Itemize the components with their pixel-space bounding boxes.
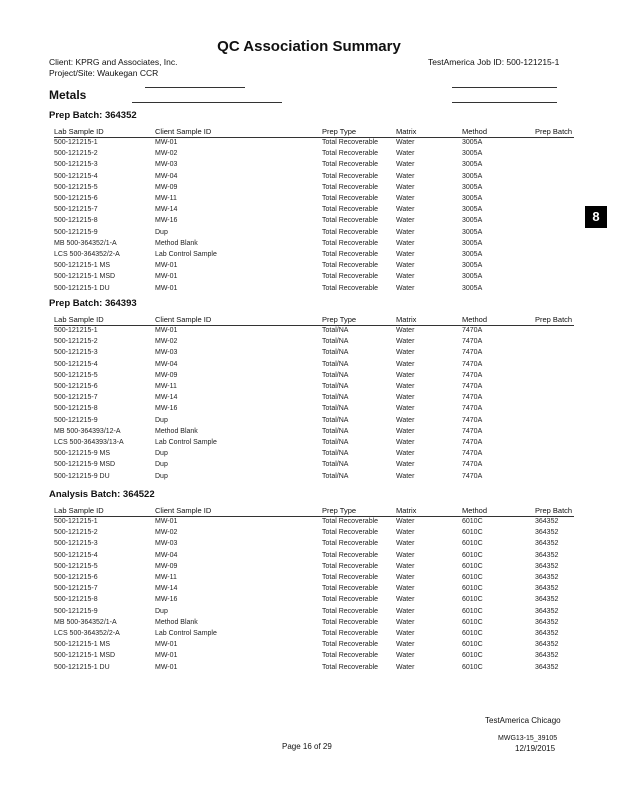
cell-method: 3005A: [462, 139, 483, 146]
cell-prep-type: Total Recoverable: [322, 262, 379, 270]
cell-lab-sample-id: 500-121215-1 MSD: [54, 652, 116, 660]
cell-client-sample-id: MW-01: [155, 518, 178, 525]
cell-lab-sample-id: 500-121215-1 MS: [54, 641, 111, 649]
cell-method: 7470A: [462, 338, 483, 346]
cell-matrix: Water: [396, 273, 415, 281]
cell-matrix: Water: [396, 327, 415, 334]
cell-method: 6010C: [462, 529, 483, 537]
cell-prep-type: Total Recoverable: [322, 217, 379, 225]
cell-client-sample-id: MW-11: [155, 574, 177, 581]
cell-prep-type: Total Recoverable: [322, 273, 379, 281]
cell-prep-type: Total/NA: [322, 427, 349, 435]
cell-prep-type: Total/NA: [322, 450, 349, 458]
divider-line: [452, 87, 557, 88]
cell-method: 7470A: [462, 405, 483, 413]
cell-client-sample-id: MW-01: [155, 641, 178, 649]
page-number: Page 16 of 29: [282, 742, 332, 751]
cell-lab-sample-id: 500-121215-1 MSD: [54, 273, 116, 281]
cell-prep-batch: 364352: [535, 630, 559, 637]
cell-client-sample-id: Lab Control Sample: [155, 439, 217, 446]
column-header-prep-batch: Prep Batch: [535, 506, 573, 515]
cell-prep-type: Total/NA: [322, 327, 349, 334]
cell-prep-batch: 364352: [535, 562, 559, 570]
cell-method: 7470A: [462, 360, 483, 368]
cell-client-sample-id: MW-03: [155, 540, 178, 548]
cell-matrix: Water: [396, 551, 415, 559]
cell-matrix: Water: [396, 383, 415, 390]
column-header-matrix: Matrix: [396, 315, 417, 324]
column-header-lab-sample-id: Lab Sample ID: [54, 506, 104, 515]
cell-lab-sample-id: 500-121215-2: [54, 338, 98, 346]
cell-matrix: Water: [396, 251, 415, 258]
cell-client-sample-id: MW-16: [155, 405, 178, 413]
cell-lab-sample-id: 500-121215-7: [54, 394, 98, 402]
cell-matrix: Water: [396, 172, 415, 180]
cell-matrix: Water: [396, 195, 415, 202]
cell-matrix: Water: [396, 641, 415, 649]
column-header-lab-sample-id: Lab Sample ID: [54, 127, 104, 136]
cell-prep-batch: 364352: [535, 607, 559, 615]
cell-client-sample-id: MW-02: [155, 338, 178, 346]
cell-matrix: Water: [396, 349, 415, 357]
cell-prep-batch: 364352: [535, 585, 559, 593]
report-date: 12/19/2015: [515, 744, 556, 753]
cell-prep-type: Total/NA: [322, 461, 349, 469]
cell-prep-type: Total Recoverable: [322, 618, 379, 626]
column-header-method: Method: [462, 506, 488, 515]
cell-method: 7470A: [462, 394, 483, 402]
cell-method: 3005A: [462, 217, 483, 225]
cell-lab-sample-id: 500-121215-8: [54, 405, 98, 413]
cell-method: 6010C: [462, 585, 483, 593]
cell-client-sample-id: MW-14: [155, 585, 178, 593]
cell-method: 7470A: [462, 450, 483, 458]
cell-client-sample-id: Lab Control Sample: [155, 251, 217, 258]
cell-lab-sample-id: 500-121215-1 DU: [54, 663, 110, 671]
cell-matrix: Water: [396, 284, 415, 292]
cell-prep-type: Total Recoverable: [322, 239, 379, 247]
column-header-matrix: Matrix: [396, 127, 417, 136]
cell-method: 3005A: [462, 239, 483, 247]
cell-matrix: Water: [396, 439, 415, 446]
divider-line: [452, 102, 557, 103]
cell-matrix: Water: [396, 562, 415, 570]
cell-client-sample-id: MW-01: [155, 139, 178, 146]
cell-prep-batch: 364352: [535, 652, 559, 660]
cell-matrix: Water: [396, 663, 415, 671]
cell-method: 3005A: [462, 150, 483, 158]
cell-lab-sample-id: 500-121215-1: [54, 139, 98, 146]
cell-lab-sample-id: 500-121215-9 MSD: [54, 461, 116, 469]
cell-matrix: Water: [396, 217, 415, 225]
job-id: TestAmerica Job ID: 500-121215-1: [428, 57, 560, 67]
cell-client-sample-id: Dup: [155, 450, 168, 458]
cell-prep-batch: 364352: [535, 518, 559, 525]
cell-client-sample-id: MW-01: [155, 663, 178, 671]
cell-prep-type: Total Recoverable: [322, 540, 379, 548]
cell-lab-sample-id: 500-121215-8: [54, 217, 98, 225]
cell-matrix: Water: [396, 262, 415, 270]
cell-method: 6010C: [462, 574, 483, 581]
cell-prep-type: Total/NA: [322, 416, 349, 424]
cell-lab-sample-id: 500-121215-1 MS: [54, 262, 111, 270]
cell-method: 7470A: [462, 427, 483, 435]
cell-lab-sample-id: MB 500-364352/1-A: [54, 618, 117, 626]
batch-title: Analysis Batch: 364522: [49, 489, 155, 500]
cell-client-sample-id: MW-01: [155, 327, 178, 334]
cell-prep-type: Total/NA: [322, 383, 349, 390]
cell-prep-type: Total Recoverable: [322, 607, 379, 615]
column-header-method: Method: [462, 315, 488, 324]
cell-client-sample-id: MW-14: [155, 394, 178, 402]
cell-client-sample-id: Dup: [155, 416, 168, 424]
cell-method: 3005A: [462, 262, 483, 270]
cell-matrix: Water: [396, 607, 415, 615]
cell-matrix: Water: [396, 416, 415, 424]
cell-matrix: Water: [396, 161, 415, 169]
cell-lab-sample-id: 500-121215-7: [54, 206, 98, 214]
cell-prep-type: Total Recoverable: [322, 574, 379, 581]
cell-lab-sample-id: LCS 500-364393/13-A: [54, 439, 124, 446]
cell-method: 6010C: [462, 540, 483, 548]
cell-lab-sample-id: 500-121215-5: [54, 371, 98, 379]
cell-lab-sample-id: 500-121215-1 DU: [54, 284, 110, 292]
cell-lab-sample-id: 500-121215-4: [54, 551, 98, 559]
cell-prep-type: Total Recoverable: [322, 585, 379, 593]
cell-lab-sample-id: 500-121215-4: [54, 360, 98, 368]
cell-client-sample-id: MW-16: [155, 217, 178, 225]
cell-client-sample-id: MW-03: [155, 161, 178, 169]
cell-method: 6010C: [462, 518, 483, 525]
cell-prep-type: Total Recoverable: [322, 641, 379, 649]
cell-client-sample-id: Method Blank: [155, 427, 198, 435]
cell-matrix: Water: [396, 360, 415, 368]
cell-client-sample-id: MW-02: [155, 529, 178, 537]
cell-client-sample-id: MW-04: [155, 551, 178, 559]
cell-matrix: Water: [396, 618, 415, 626]
column-header-client-sample-id: Client Sample ID: [155, 506, 212, 515]
cell-matrix: Water: [396, 239, 415, 247]
batch-title: Prep Batch: 364352: [49, 110, 137, 121]
cell-method: 3005A: [462, 172, 483, 180]
cell-prep-batch: 364352: [535, 596, 559, 604]
cell-client-sample-id: Lab Control Sample: [155, 630, 217, 637]
cell-prep-type: Total Recoverable: [322, 161, 379, 169]
cell-prep-type: Total/NA: [322, 472, 349, 480]
cell-lab-sample-id: 500-121215-9 MS: [54, 450, 111, 458]
header-underline: [54, 325, 574, 326]
cell-lab-sample-id: 500-121215-5: [54, 183, 98, 191]
cell-prep-batch: 364352: [535, 641, 559, 649]
cell-client-sample-id: MW-09: [155, 562, 178, 570]
cell-matrix: Water: [396, 394, 415, 402]
cell-lab-sample-id: 500-121215-1: [54, 518, 98, 525]
cell-matrix: Water: [396, 630, 415, 637]
cell-matrix: Water: [396, 461, 415, 469]
page-title: QC Association Summary: [217, 38, 401, 55]
cell-lab-sample-id: 500-121215-9: [54, 416, 98, 424]
cell-prep-batch: 364352: [535, 574, 559, 581]
cell-lab-sample-id: 500-121215-2: [54, 150, 98, 158]
cell-matrix: Water: [396, 150, 415, 158]
cell-prep-batch: 364352: [535, 529, 559, 537]
cell-method: 7470A: [462, 371, 483, 379]
cell-client-sample-id: MW-01: [155, 284, 178, 292]
cell-prep-type: Total Recoverable: [322, 562, 379, 570]
cell-lab-sample-id: 500-121215-6: [54, 383, 98, 390]
cell-matrix: Water: [396, 338, 415, 346]
cell-prep-type: Total/NA: [322, 360, 349, 368]
cell-lab-sample-id: 500-121215-9: [54, 607, 98, 615]
cell-client-sample-id: MW-14: [155, 206, 178, 214]
cell-client-sample-id: MW-16: [155, 596, 178, 604]
cell-method: 6010C: [462, 607, 483, 615]
cell-lab-sample-id: 500-121215-1: [54, 327, 98, 334]
cell-method: 7470A: [462, 327, 483, 334]
cell-client-sample-id: Method Blank: [155, 618, 198, 626]
cell-lab-sample-id: LCS 500-364352/2-A: [54, 630, 120, 637]
cell-method: 3005A: [462, 273, 483, 281]
cell-client-sample-id: MW-09: [155, 371, 178, 379]
column-header-method: Method: [462, 127, 488, 136]
cell-prep-type: Total Recoverable: [322, 652, 379, 660]
cell-method: 3005A: [462, 195, 483, 202]
cell-prep-batch: 364352: [535, 540, 559, 548]
cell-prep-batch: 364352: [535, 551, 559, 559]
cell-method: 3005A: [462, 161, 483, 169]
cell-matrix: Water: [396, 139, 415, 146]
cell-client-sample-id: MW-11: [155, 195, 177, 202]
cell-method: 3005A: [462, 284, 483, 292]
cell-client-sample-id: MW-09: [155, 183, 178, 191]
document-code: MWG13-15_39105: [498, 735, 558, 742]
cell-client-sample-id: Dup: [155, 461, 168, 469]
divider-line: [132, 102, 282, 103]
cell-prep-type: Total Recoverable: [322, 551, 379, 559]
cell-method: 7470A: [462, 416, 483, 424]
footer-lab-name: TestAmerica Chicago: [485, 716, 561, 725]
cell-prep-type: Total Recoverable: [322, 195, 379, 202]
cell-matrix: Water: [396, 183, 415, 191]
cell-lab-sample-id: LCS 500-364352/2-A: [54, 251, 120, 258]
cell-prep-type: Total Recoverable: [322, 139, 379, 146]
cell-method: 6010C: [462, 641, 483, 649]
column-header-matrix: Matrix: [396, 506, 417, 515]
cell-method: 3005A: [462, 251, 483, 258]
cell-matrix: Water: [396, 450, 415, 458]
cell-matrix: Water: [396, 529, 415, 537]
header-underline: [54, 137, 574, 138]
cell-method: 6010C: [462, 551, 483, 559]
cell-matrix: Water: [396, 206, 415, 214]
cell-lab-sample-id: 500-121215-9 DU: [54, 472, 110, 480]
cell-prep-type: Total Recoverable: [322, 150, 379, 158]
cell-lab-sample-id: 500-121215-9: [54, 228, 98, 236]
cell-prep-type: Total Recoverable: [322, 663, 379, 671]
cell-client-sample-id: Dup: [155, 472, 168, 480]
cell-matrix: Water: [396, 371, 415, 379]
cell-method: 7470A: [462, 383, 483, 390]
cell-lab-sample-id: MB 500-364393/12-A: [54, 427, 121, 435]
cell-client-sample-id: Dup: [155, 228, 168, 236]
cell-prep-type: Total Recoverable: [322, 228, 379, 236]
cell-method: 6010C: [462, 663, 483, 671]
cell-lab-sample-id: 500-121215-3: [54, 161, 98, 169]
column-header-prep-type: Prep Type: [322, 315, 357, 324]
column-header-client-sample-id: Client Sample ID: [155, 315, 212, 324]
cell-method: 6010C: [462, 630, 483, 637]
batch-title: Prep Batch: 364393: [49, 298, 137, 309]
cell-matrix: Water: [396, 427, 415, 435]
cell-prep-batch: 364352: [535, 618, 559, 626]
cell-lab-sample-id: 500-121215-7: [54, 585, 98, 593]
section-tab-marker: 8: [585, 206, 607, 228]
cell-lab-sample-id: 500-121215-3: [54, 540, 98, 548]
section-title: Metals: [49, 88, 87, 102]
column-header-prep-type: Prep Type: [322, 506, 357, 515]
cell-matrix: Water: [396, 585, 415, 593]
cell-client-sample-id: Method Blank: [155, 239, 198, 247]
cell-method: 7470A: [462, 472, 483, 480]
project-site: Project/Site: Waukegan CCR: [49, 68, 159, 78]
cell-method: 7470A: [462, 349, 483, 357]
cell-client-sample-id: MW-04: [155, 360, 178, 368]
column-header-prep-type: Prep Type: [322, 127, 357, 136]
cell-method: 3005A: [462, 183, 483, 191]
cell-client-sample-id: MW-01: [155, 652, 178, 660]
cell-prep-type: Total Recoverable: [322, 172, 379, 180]
column-header-prep-batch: Prep Batch: [535, 315, 573, 324]
cell-method: 6010C: [462, 652, 483, 660]
cell-method: 3005A: [462, 228, 483, 236]
cell-matrix: Water: [396, 652, 415, 660]
cell-lab-sample-id: MB 500-364352/1-A: [54, 239, 117, 247]
cell-method: 7470A: [462, 439, 483, 446]
cell-prep-type: Total Recoverable: [322, 183, 379, 191]
cell-method: 6010C: [462, 562, 483, 570]
cell-prep-type: Total Recoverable: [322, 251, 379, 258]
cell-prep-type: Total/NA: [322, 338, 349, 346]
cell-lab-sample-id: 500-121215-6: [54, 195, 98, 202]
cell-prep-type: Total Recoverable: [322, 518, 379, 525]
divider-line: [145, 87, 245, 88]
cell-matrix: Water: [396, 228, 415, 236]
column-header-prep-batch: Prep Batch: [535, 127, 573, 136]
cell-lab-sample-id: 500-121215-2: [54, 529, 98, 537]
cell-matrix: Water: [396, 405, 415, 413]
cell-prep-batch: 364352: [535, 663, 559, 671]
cell-lab-sample-id: 500-121215-6: [54, 574, 98, 581]
cell-prep-type: Total/NA: [322, 371, 349, 379]
cell-client-sample-id: MW-03: [155, 349, 178, 357]
cell-client-sample-id: MW-01: [155, 273, 178, 281]
cell-prep-type: Total/NA: [322, 439, 349, 446]
cell-prep-type: Total/NA: [322, 349, 349, 357]
cell-client-sample-id: Dup: [155, 607, 168, 615]
cell-matrix: Water: [396, 596, 415, 604]
column-header-lab-sample-id: Lab Sample ID: [54, 315, 104, 324]
cell-prep-type: Total/NA: [322, 405, 349, 413]
cell-lab-sample-id: 500-121215-8: [54, 596, 98, 604]
column-header-client-sample-id: Client Sample ID: [155, 127, 212, 136]
cell-prep-type: Total Recoverable: [322, 529, 379, 537]
cell-prep-type: Total Recoverable: [322, 596, 379, 604]
cell-matrix: Water: [396, 518, 415, 525]
cell-client-sample-id: MW-11: [155, 383, 177, 390]
cell-client-sample-id: MW-02: [155, 150, 178, 158]
header-underline: [54, 516, 574, 517]
client-name: Client: KPRG and Associates, Inc.: [49, 57, 178, 67]
cell-prep-type: Total Recoverable: [322, 206, 379, 214]
cell-method: 7470A: [462, 461, 483, 469]
cell-prep-type: Total Recoverable: [322, 630, 379, 637]
cell-prep-type: Total/NA: [322, 394, 349, 402]
cell-lab-sample-id: 500-121215-4: [54, 172, 98, 180]
cell-client-sample-id: MW-01: [155, 262, 178, 270]
cell-matrix: Water: [396, 540, 415, 548]
cell-matrix: Water: [396, 472, 415, 480]
cell-method: 6010C: [462, 618, 483, 626]
cell-prep-type: Total Recoverable: [322, 284, 379, 292]
cell-method: 3005A: [462, 206, 483, 214]
cell-client-sample-id: MW-04: [155, 172, 178, 180]
cell-lab-sample-id: 500-121215-3: [54, 349, 98, 357]
cell-lab-sample-id: 500-121215-5: [54, 562, 98, 570]
cell-matrix: Water: [396, 574, 415, 581]
cell-method: 6010C: [462, 596, 483, 604]
